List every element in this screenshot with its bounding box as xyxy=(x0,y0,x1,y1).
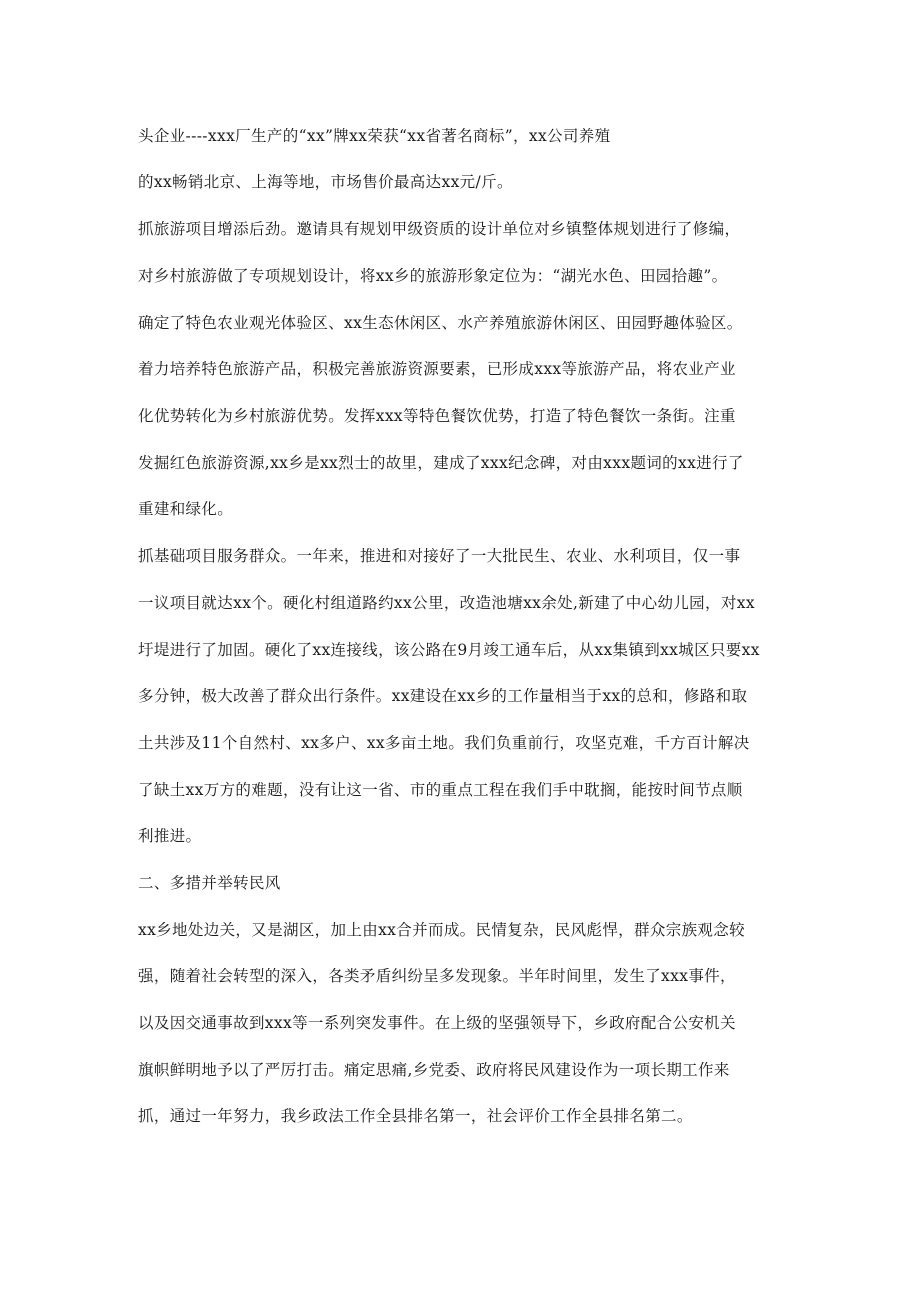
text-line: 旗帜鲜明地予以了严厉打击。痛定思痛,乡党委、政府将民风建设作为一项长期工作来 xyxy=(138,1061,730,1079)
text-line: 头企业----xxx厂生产的“xx”牌xx荣获“xx省著名商标”，xx公司养殖 xyxy=(138,127,611,145)
text-line: 的xx畅销北京、上海等地，市场售价最高达xx元/斤。 xyxy=(138,173,513,191)
text-line: 确定了特色农业观光体验区、xx生态休闲区、水产养殖旅游休闲区、田园野趣体验区。 xyxy=(138,314,743,332)
text-line: 抓基础项目服务群众。一年来，推进和对接好了一大批民生、农业、水利项目，仅一事 xyxy=(138,547,741,565)
text-line: 了缺土xx万方的难题，没有让这一省、市的重点工程在我们手中耽搁，能按时间节点顺 xyxy=(138,781,743,799)
text-line: 抓，通过一年努力，我乡政法工作全县排名第一，社会评价工作全县排名第二。 xyxy=(138,1107,693,1125)
text-line: 圩堤进行了加固。硬化了xx连接线，该公路在9月竣工通车后，从xx集镇到xx城区只要xx xyxy=(138,641,760,659)
text-line: 多分钟，极大改善了群众出行条件。xx建设在xx乡的工作量相当于xx的总和，修路和取 xyxy=(138,687,748,705)
text-line: xx乡地处边关，又是湖区，加上由xx合并而成。民情复杂，民风彪悍，群众宗族观念较 xyxy=(138,921,745,939)
text-line: 对乡村旅游做了专项规划设计，将xx乡的旅游形象定位为：“湖光水色、田园拾趣”。 xyxy=(138,267,728,285)
text-line: 利推进。 xyxy=(138,827,202,845)
text-line: 以及因交通事故到xxx等一系列突发事件。在上级的坚强领导下，乡政府配合公安机关 xyxy=(138,1014,736,1032)
text-line: 重建和绿化。 xyxy=(138,500,234,518)
text-line: 土共涉及11个自然村、xx多户、xx多亩土地。我们负重前行，攻坚克难，千方百计解决 xyxy=(138,734,750,752)
section-heading: 二、多措并举转民风 xyxy=(138,874,281,892)
text-line: 发掘红色旅游资源,xx乡是xx烈士的故里，建成了xxx纪念碑，对由xxx题词的xx进行了 xyxy=(138,454,744,472)
text-line: 化优势转化为乡村旅游优势。发挥xxx等特色餐饮优势，打造了特色餐饮一条街。注重 xyxy=(138,407,736,425)
text-line: 一议项目就达xx个。硬化村组道路约xx公里，改造池塘xx余处,新建了中心幼儿园，对xx xyxy=(138,594,755,612)
text-line: 强，随着社会转型的深入，各类矛盾纠纷呈多发现象。半年时间里，发生了xxx事件， xyxy=(138,967,736,985)
text-line: 抓旅游项目增添后劲。邀请具有规划甲级资质的设计单位对乡镇整体规划进行了修编， xyxy=(138,220,741,238)
text-line: 着力培养特色旅游产品，积极完善旅游资源要素，已形成xxx等旅游产品，将农业产业 xyxy=(138,360,736,378)
